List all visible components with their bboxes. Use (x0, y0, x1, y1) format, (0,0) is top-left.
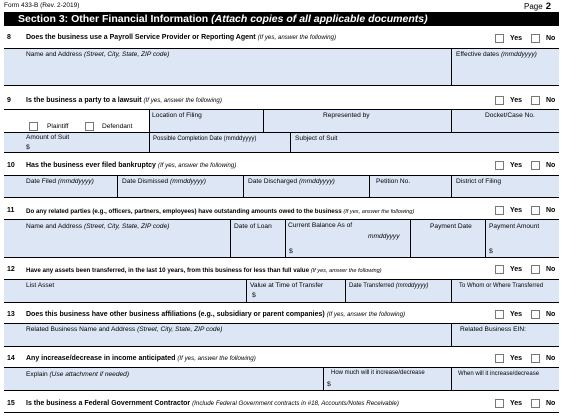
q13-no-label: No (546, 311, 556, 318)
q8-hint: (If yes, answer the following) (257, 34, 337, 41)
q14-no-label: No (546, 355, 556, 362)
q11-balance-dollar: $ (289, 248, 293, 255)
q9-amount-label: Amount of Suit (26, 134, 70, 141)
q11-balance-hint: mmddyyyy (368, 233, 400, 240)
q12-towhom-label: To Whom or Where Transferred (459, 283, 544, 289)
q10-dismissed-label: Date Dismissed (mmddyyyy) (122, 178, 206, 185)
q9-defendant-checkbox[interactable] (85, 122, 94, 131)
q9-location-label: Location of Filing (152, 112, 202, 119)
q15-no-label: No (546, 400, 556, 407)
section-title: Section 3: Other Financial Information (18, 13, 209, 25)
q8-name-label: Name and Address (Street, City, State, ZIP code) (26, 51, 170, 58)
q13-yes-label: Yes (510, 311, 523, 318)
q15-yes-label: Yes (510, 400, 523, 407)
q10-no-checkbox[interactable] (531, 161, 540, 170)
q9-plaintiff-checkbox[interactable] (29, 122, 38, 131)
q11-balance-label: Current Balance As of (288, 222, 353, 229)
q9-docket-label: Docket/Case No. (485, 112, 535, 119)
q15-no-checkbox[interactable] (531, 399, 540, 408)
q11-paydate-label: Payment Date (430, 223, 472, 230)
q15-number: 15 (7, 400, 15, 407)
q12-yes-checkbox[interactable] (495, 265, 504, 274)
q11-payment-dollar: $ (489, 248, 493, 255)
q14-howmuch-dollar: $ (327, 381, 331, 388)
q9-question: Is the business a party to a lawsuit (If yes, answer the following) (26, 97, 222, 104)
page-indicator (524, 1, 551, 12)
q8-dates-label: Effective dates (mmddyyyy) (456, 51, 537, 58)
q11-question: Do any related parties (e.g., officers, partners, employees) have outstanding amounts owed to the business (If yes, answer the following) (26, 208, 415, 215)
q8-yes-checkbox[interactable] (495, 34, 504, 43)
q14-explain-label: Explain (Use attachment if needed) (26, 371, 130, 378)
q12-yes-label: Yes (510, 266, 523, 273)
q9-no-label: No (546, 97, 556, 104)
section-subtitle: (Attach copies of all applicable documents) (211, 13, 428, 25)
q9-completion-label: Possible Completion Date (mmddyyyy) (153, 136, 257, 142)
q11-name-label: Name and Address (Street, City, State, ZIP code) (26, 223, 170, 230)
q14-question: Any increase/decrease in income anticipated (If yes, answer the following) (26, 355, 256, 362)
q12-list-label: List Asset (26, 282, 55, 289)
q10-no-label: No (546, 162, 556, 169)
q14-when-label: When will it increase/decrease (458, 371, 540, 377)
q10-question: Has the business ever filed bankruptcy (If yes, answer the following) (26, 162, 237, 169)
q14-number: 14 (7, 355, 15, 362)
q11-yes-checkbox[interactable] (495, 206, 504, 215)
q9-represented-label: Represented by (323, 112, 370, 119)
section-header (4, 12, 559, 26)
q9-plaintiff-label: Plaintiff (47, 123, 69, 130)
q11-payamount-label: Payment Amount (489, 223, 540, 230)
q14-howmuch-label: How much will it increase/decrease (331, 370, 425, 376)
q10-yes-checkbox[interactable] (495, 161, 504, 170)
q11-no-checkbox[interactable] (531, 206, 540, 215)
form-id: Form 433-B (Rev. 2-2019) (4, 2, 80, 9)
q9-amount-row (4, 133, 559, 152)
q12-question: Have any assets been transferred, in the last 10 years, from this business for less than full value (If yes, answer the following) (26, 267, 382, 274)
q8-question-text: Does the business use a Payroll Service Provider or Reporting Agent (26, 34, 256, 41)
q11-no-label: No (546, 207, 556, 214)
q12-no-checkbox[interactable] (531, 265, 540, 274)
q8-no-label: No (546, 35, 556, 42)
q13-ein-label: Related Business EIN: (460, 326, 526, 333)
q11-yes-label: Yes (510, 207, 523, 214)
q11-loan-label: Date of Loan (234, 223, 272, 230)
q9-defendant-label: Defendant (102, 123, 133, 130)
q9-yes-label: Yes (510, 97, 523, 104)
q8-yes-label: Yes (510, 35, 523, 42)
q10-filed-label: Date Filed (mmddyyyy) (26, 178, 94, 185)
q12-number: 12 (7, 266, 15, 273)
q9-number: 9 (7, 97, 11, 104)
q8-question (26, 34, 336, 41)
q13-related-label: Related Business Name and Address (Street, City, State, ZIP code) (26, 326, 223, 333)
q9-no-checkbox[interactable] (531, 96, 540, 105)
q8-no-checkbox[interactable] (531, 34, 540, 43)
q15-yes-checkbox[interactable] (495, 399, 504, 408)
q12-value-label: Value at Time of Transfer (250, 282, 324, 289)
q10-petition-label: Petition No. (376, 178, 411, 185)
q13-no-checkbox[interactable] (531, 310, 540, 319)
q12-transferred-label: Date Transferred (mmddyyyy) (349, 283, 429, 289)
q14-no-checkbox[interactable] (531, 354, 540, 363)
q13-number: 13 (7, 311, 15, 318)
q9-amount-dollar: $ (26, 144, 30, 151)
q10-number: 10 (7, 162, 15, 169)
q10-yes-label: Yes (510, 162, 523, 169)
q15-question: Is the business a Federal Government Contractor (Include Federal Government contracts in #18, Accounts/Notes Receivable) (26, 400, 399, 407)
q14-yes-checkbox[interactable] (495, 354, 504, 363)
q10-discharged-label: Date Discharged (mmddyyyy) (248, 178, 335, 185)
q12-value-dollar: $ (252, 292, 256, 299)
q14-yes-label: Yes (510, 355, 523, 362)
q11-number: 11 (7, 207, 15, 214)
q13-yes-checkbox[interactable] (495, 310, 504, 319)
q8-number: 8 (7, 34, 11, 41)
page-number: 2 (545, 1, 551, 12)
q9-yes-checkbox[interactable] (495, 96, 504, 105)
q13-question: Does this business have other business affiliations (e.g., subsidiary or parent companies) (If yes, answer the following) (26, 311, 406, 318)
q10-district-label: District of Filing (456, 178, 502, 185)
q12-no-label: No (546, 266, 556, 273)
page-label: Page (524, 2, 543, 11)
q9-subject-label: Subject of Suit (295, 135, 338, 142)
